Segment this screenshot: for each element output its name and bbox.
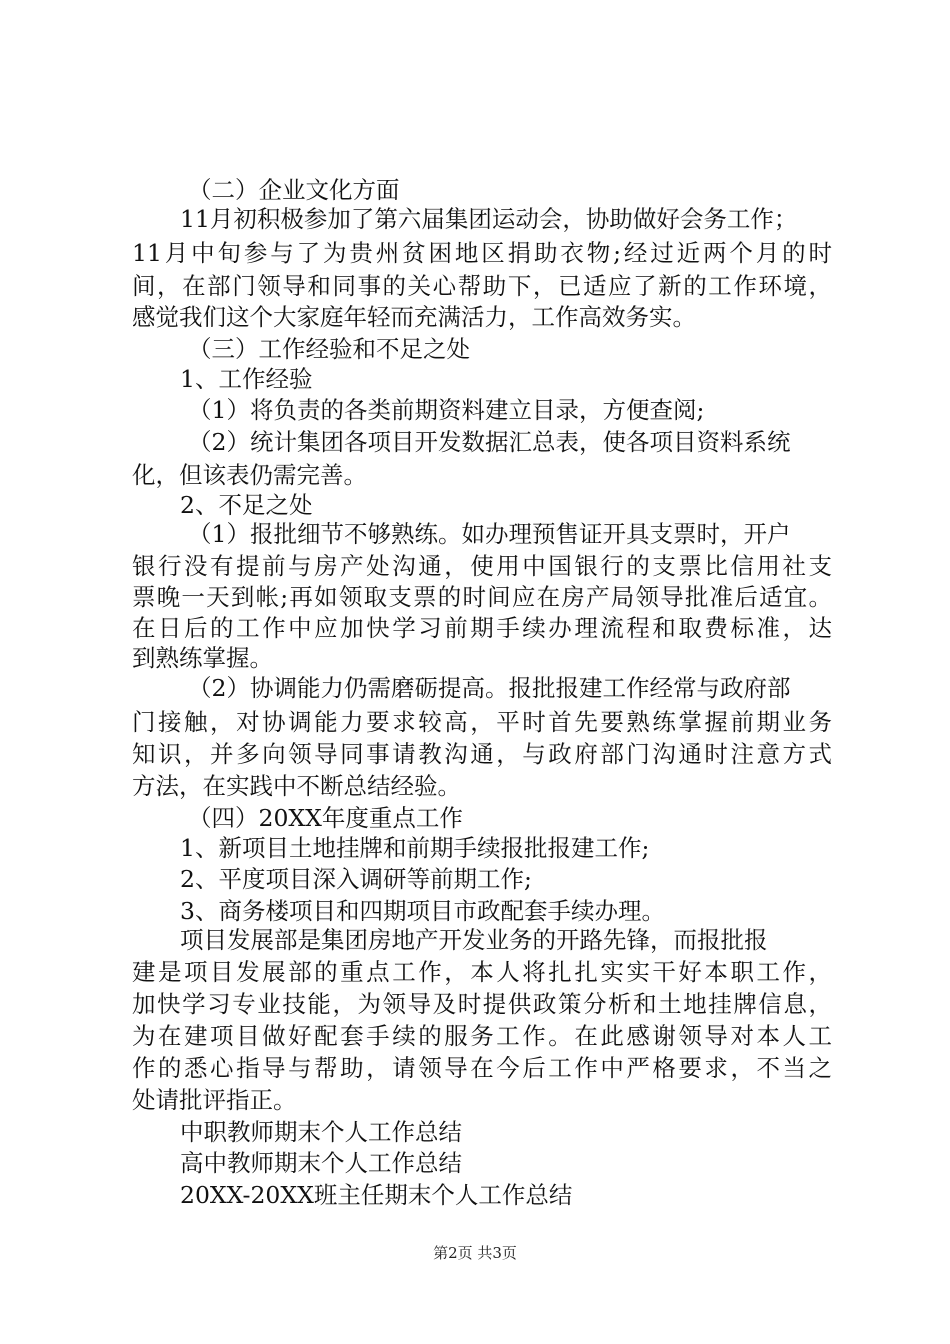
paragraph-line: 项目发展部是集团房地产开发业务的开路先锋，而报批报 [180, 926, 768, 954]
page-number: 第2页 共3页 [433, 1244, 517, 1262]
paragraph-line: 加快学习专业技能，为领导及时提供政策分析和土地挂牌信息， [132, 990, 832, 1018]
heading-corporate-culture: （二）企业文化方面 [188, 176, 400, 204]
list-item: 1、新项目土地挂牌和前期手续报批报建工作; [180, 834, 650, 862]
paragraph-line: 为在建项目做好配套手续的服务工作。在此感谢领导对本人工 [132, 1022, 832, 1050]
heading-experience-shortcomings: （三）工作经验和不足之处 [188, 335, 470, 363]
related-title: 中职教师期末个人工作总结 [180, 1118, 462, 1146]
paragraph-line: 处请批评指正。 [132, 1086, 297, 1114]
list-item: （2）统计集团各项目开发数据汇总表，使各项目资料系统 [188, 428, 791, 456]
paragraph-line: 在日后的工作中应加快学习前期手续办理流程和取费标准，达 [132, 614, 832, 642]
list-item: （1）报批细节不够熟练。如办理预售证开具支票时，开户 [188, 520, 791, 548]
paragraph-line: 票晚一天到帐;再如领取支票的时间应在房产局领导批准后适宜。 [132, 583, 832, 611]
paragraph-line: 银行没有提前与房产处沟通，使用中国银行的支票比信用社支 [132, 552, 832, 580]
paragraph-line: 11月初积极参加了第六届集团运动会，协助做好会务工作； [180, 205, 798, 233]
paragraph-line: 门接触，对协调能力要求较高，平时首先要熟练掌握前期业务 [132, 708, 832, 736]
paragraph-line: 知识，并多向领导同事请教沟通，与政府部门沟通时注意方式 [132, 740, 832, 768]
paragraph-line: 化，但该表仍需完善。 [132, 461, 367, 489]
paragraph-line: 到熟练掌握。 [132, 644, 273, 672]
list-item: （2）协调能力仍需磨砺提高。报批报建工作经常与政府部 [188, 674, 791, 702]
paragraph-line: 间，在部门领导和同事的关心帮助下，已适应了新的工作环境， [132, 272, 832, 300]
list-item: 3、商务楼项目和四期项目市政配套手续办理。 [180, 897, 665, 925]
heading-key-work: （四）20XX年度重点工作 [188, 804, 463, 832]
related-title: 20XX-20XX班主任期末个人工作总结 [180, 1181, 573, 1209]
list-item: 2、平度项目深入调研等前期工作; [180, 865, 532, 893]
paragraph-line: 建是项目发展部的重点工作，本人将扎扎实实干好本职工作， [132, 958, 832, 986]
list-item: （1）将负责的各类前期资料建立目录，方便查阅; [188, 396, 705, 424]
subheading-shortcomings: 2、不足之处 [180, 491, 313, 519]
subheading-experience: 1、工作经验 [180, 365, 313, 393]
paragraph-line: 感觉我们这个大家庭年轻而充满活力，工作高效务实。 [132, 303, 696, 331]
paragraph-line: 11月中旬参与了为贵州贫困地区捐助衣物;经过近两个月的时 [132, 239, 832, 267]
related-title: 高中教师期末个人工作总结 [180, 1149, 462, 1177]
paragraph-line: 方法，在实践中不断总结经验。 [132, 772, 461, 800]
paragraph-line: 作的悉心指导与帮助，请领导在今后工作中严格要求，不当之 [132, 1054, 832, 1082]
